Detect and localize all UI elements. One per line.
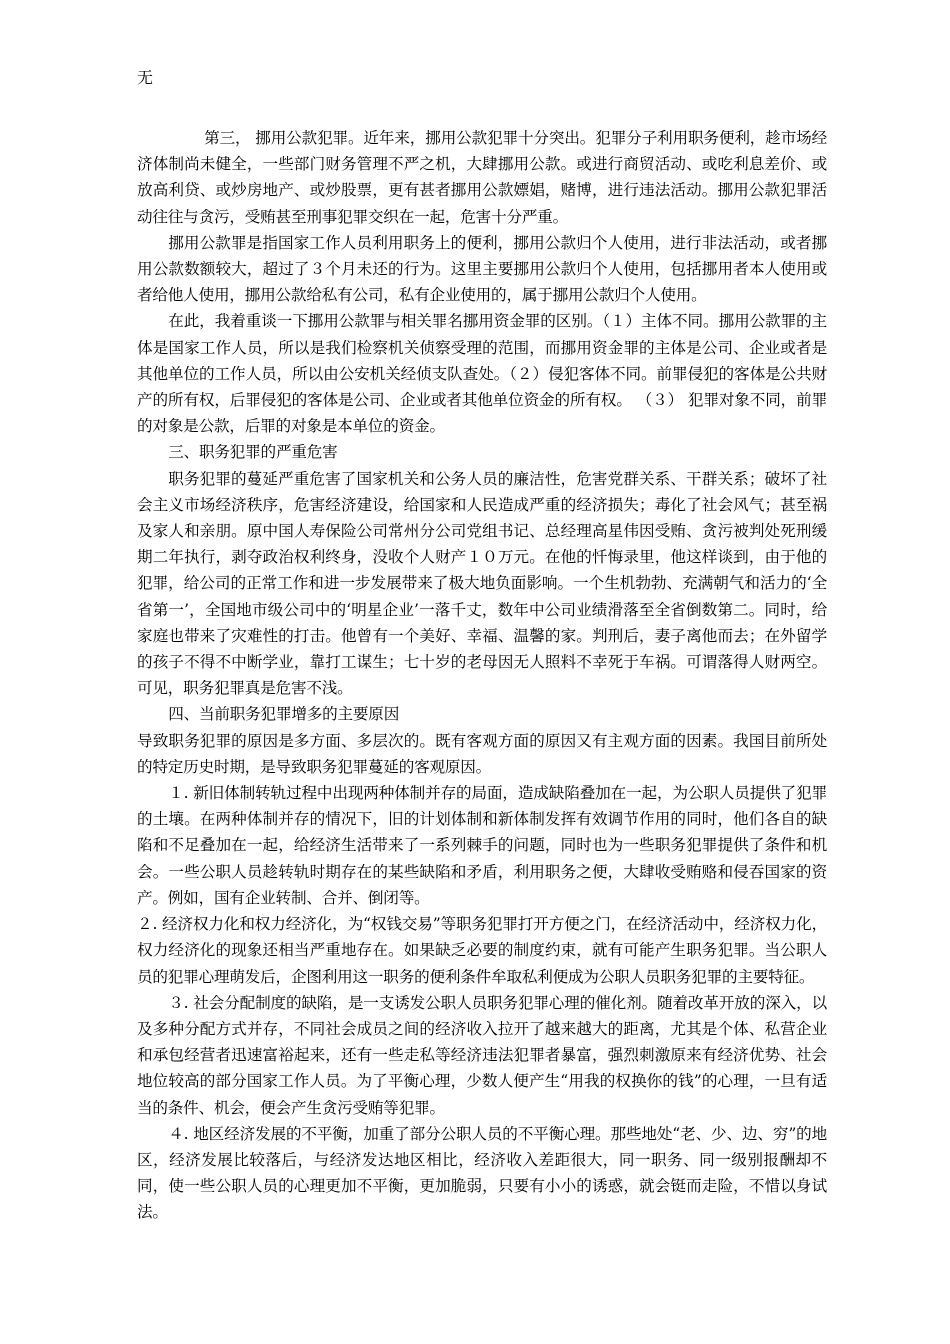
paragraph-cause-3: ３. 社会分配制度的缺陷，是一支诱发公职人员职务犯罪心理的催化剂。随着改革开放的深入，以及多种分配方式并存，不同社会成员之间的经济收入拉开了越来越大的距离，尤其是个体、私营企业和承包经营者迅速富裕起来，还有一些走私等经济违法犯罪者暴富，强烈刺激原来有经济优势、社会地位较高的部分国家工作人员。为了平衡心理，少数人便产生“用我的权换你的钱”的心理，一旦有适当的条件、机会，便会产生贪污受贿等犯罪。 [137,993,827,1117]
paragraph-embezzlement-intro: 第三， 挪用公款犯罪。近年来，挪用公款犯罪十分突出。犯罪分子利用职务便利，趁市场经济体制尚未健全，一些部门财务管理不严之机，大肆挪用公款。或进行商贸活动、或吃利息差价、或放高利贷、或炒房地产、或炒股票，更有甚者挪用公款嫖娼，赌博，进行违法活动。挪用公款犯罪活动往往与贪污，受贿甚至刑事犯罪交织在一起，危害十分严重。 [137,129,827,226]
paragraph-embezzlement-definition: 挪用公款罪是指国家工作人员利用职务上的便利，挪用公款归个人使用，进行非法活动，或者挪用公款数额较大，超过了３个月未还的行为。这里主要挪用公款归个人使用，包括挪用者本人使用或者给他人使用，挪用公款给私有公司，私有企业使用的，属于挪用公款归个人使用。 [137,233,827,305]
paragraph-causes-intro: 导致职务犯罪的原因是多方面、多层次的。既有客观方面的原因又有主观方面的因素。我国目前所处的特定历史时期，是导致职务犯罪蔓延的客观原因。 [137,731,827,776]
paragraph-cause-4: ４. 地区经济发展的不平衡，加重了部分公职人员的不平衡心理。那些地处“老、少、边、穷”的地区，经济发展比较落后，与经济发达地区相比，经济收入差距很大，同一职务、同一级别报酬却不同，使一些公职人员的心理更加不平衡，更加脆弱，只要有小小的诱惑，就会铤而走险，不惜以身试法。 [137,1124,827,1222]
paragraph-cause-2: ２. 经济权力化和权力经济化，为“权钱交易”等职务犯罪打开方便之门，在经济活动中，经济权力化，权力经济化的现象还相当严重地存在。如果缺乏必要的制度约束，就有可能产生职务犯罪。当公职人员的犯罪心理萌发后，企图利用这一职务的便利条件牟取私利便成为公职人员职务犯罪的主要特征。 [137,915,827,986]
section-heading-harm: 三、职务犯罪的严重危害 [168,443,338,462]
paragraph-cause-1: １. 新旧体制转轨过程中出现两种体制并存的局面，造成缺陷叠加在一起，为公职人员提供了犯罪的土壤。在两种体制并存的情况下，旧的计划体制和新体制发挥有效调节作用的同时，他们各自的缺陷和不足叠加在一起，给经济生活带来了一系列棘手的问题，同时也为一些职务犯罪提供了条件和机会。一些公职人员趁转轨时期存在的某些缺陷和矛盾，利用职务之便，大肆收受贿赂和侵吞国家的资产。例如，国有企业转制、合并、倒闭等。 [137,784,827,907]
section-heading-causes: 四、当前职务犯罪增多的主要原因 [168,705,400,724]
paragraph-crime-distinction: 在此，我着重谈一下挪用公款罪与相关罪名挪用资金罪的区别。（１）主体不同。挪用公款罪的主体是国家工作人员，所以是我们检察机关侦察受理的范围，而挪用资金罪的主体是公司、企业或者是其他单位的工作人员，所以由公安机关经侦支队查处。（２）侵犯客体不同。前罪侵犯的客体是公共财产的所有权，后罪侵犯的客体是公司、企业或者其他单位资金的所有权。 （３） 犯罪对象不同，前罪的对象是公款，后罪的对象是本单位的资金。 [137,312,827,436]
document-body [137,125,827,1226]
paragraph-harm: 职务犯罪的蔓延严重危害了国家机关和公务人员的廉洁性，危害党群关系、干群关系；破坏了社会主义市场经济秩序，危害经济建设，给国家和人民造成严重的经济损失；毒化了社会风气；甚至祸及家人和亲朋。原中国人寿保险公司常州分公司党组书记、总经理高星伟因受贿、贪污被判处死刑缓期二年执行，剥夺政治权利终身，没收个人财产１０万元。在他的忏悔录里，他这样谈到，由于他的犯罪，给公司的正常工作和进一步发展带来了极大地负面影响。一个生机勃勃、充满朝气和活力的‘全省第一’，全国地市级公司中的‘明星企业’一落千丈，数年中公司业绩滑落至全省倒数第二。同时，给家庭也带来了灾难性的打击。他曾有一个美好、幸福、温馨的家。判刑后，妻子离他而去；在外留学的孩子不得不中断学业，靠打工谋生；七十岁的老母因无人照料不幸死于车祸。可谓落得人财两空。可见，职务犯罪真是危害不浅。 [137,469,827,698]
page-header: 无 [137,68,154,87]
